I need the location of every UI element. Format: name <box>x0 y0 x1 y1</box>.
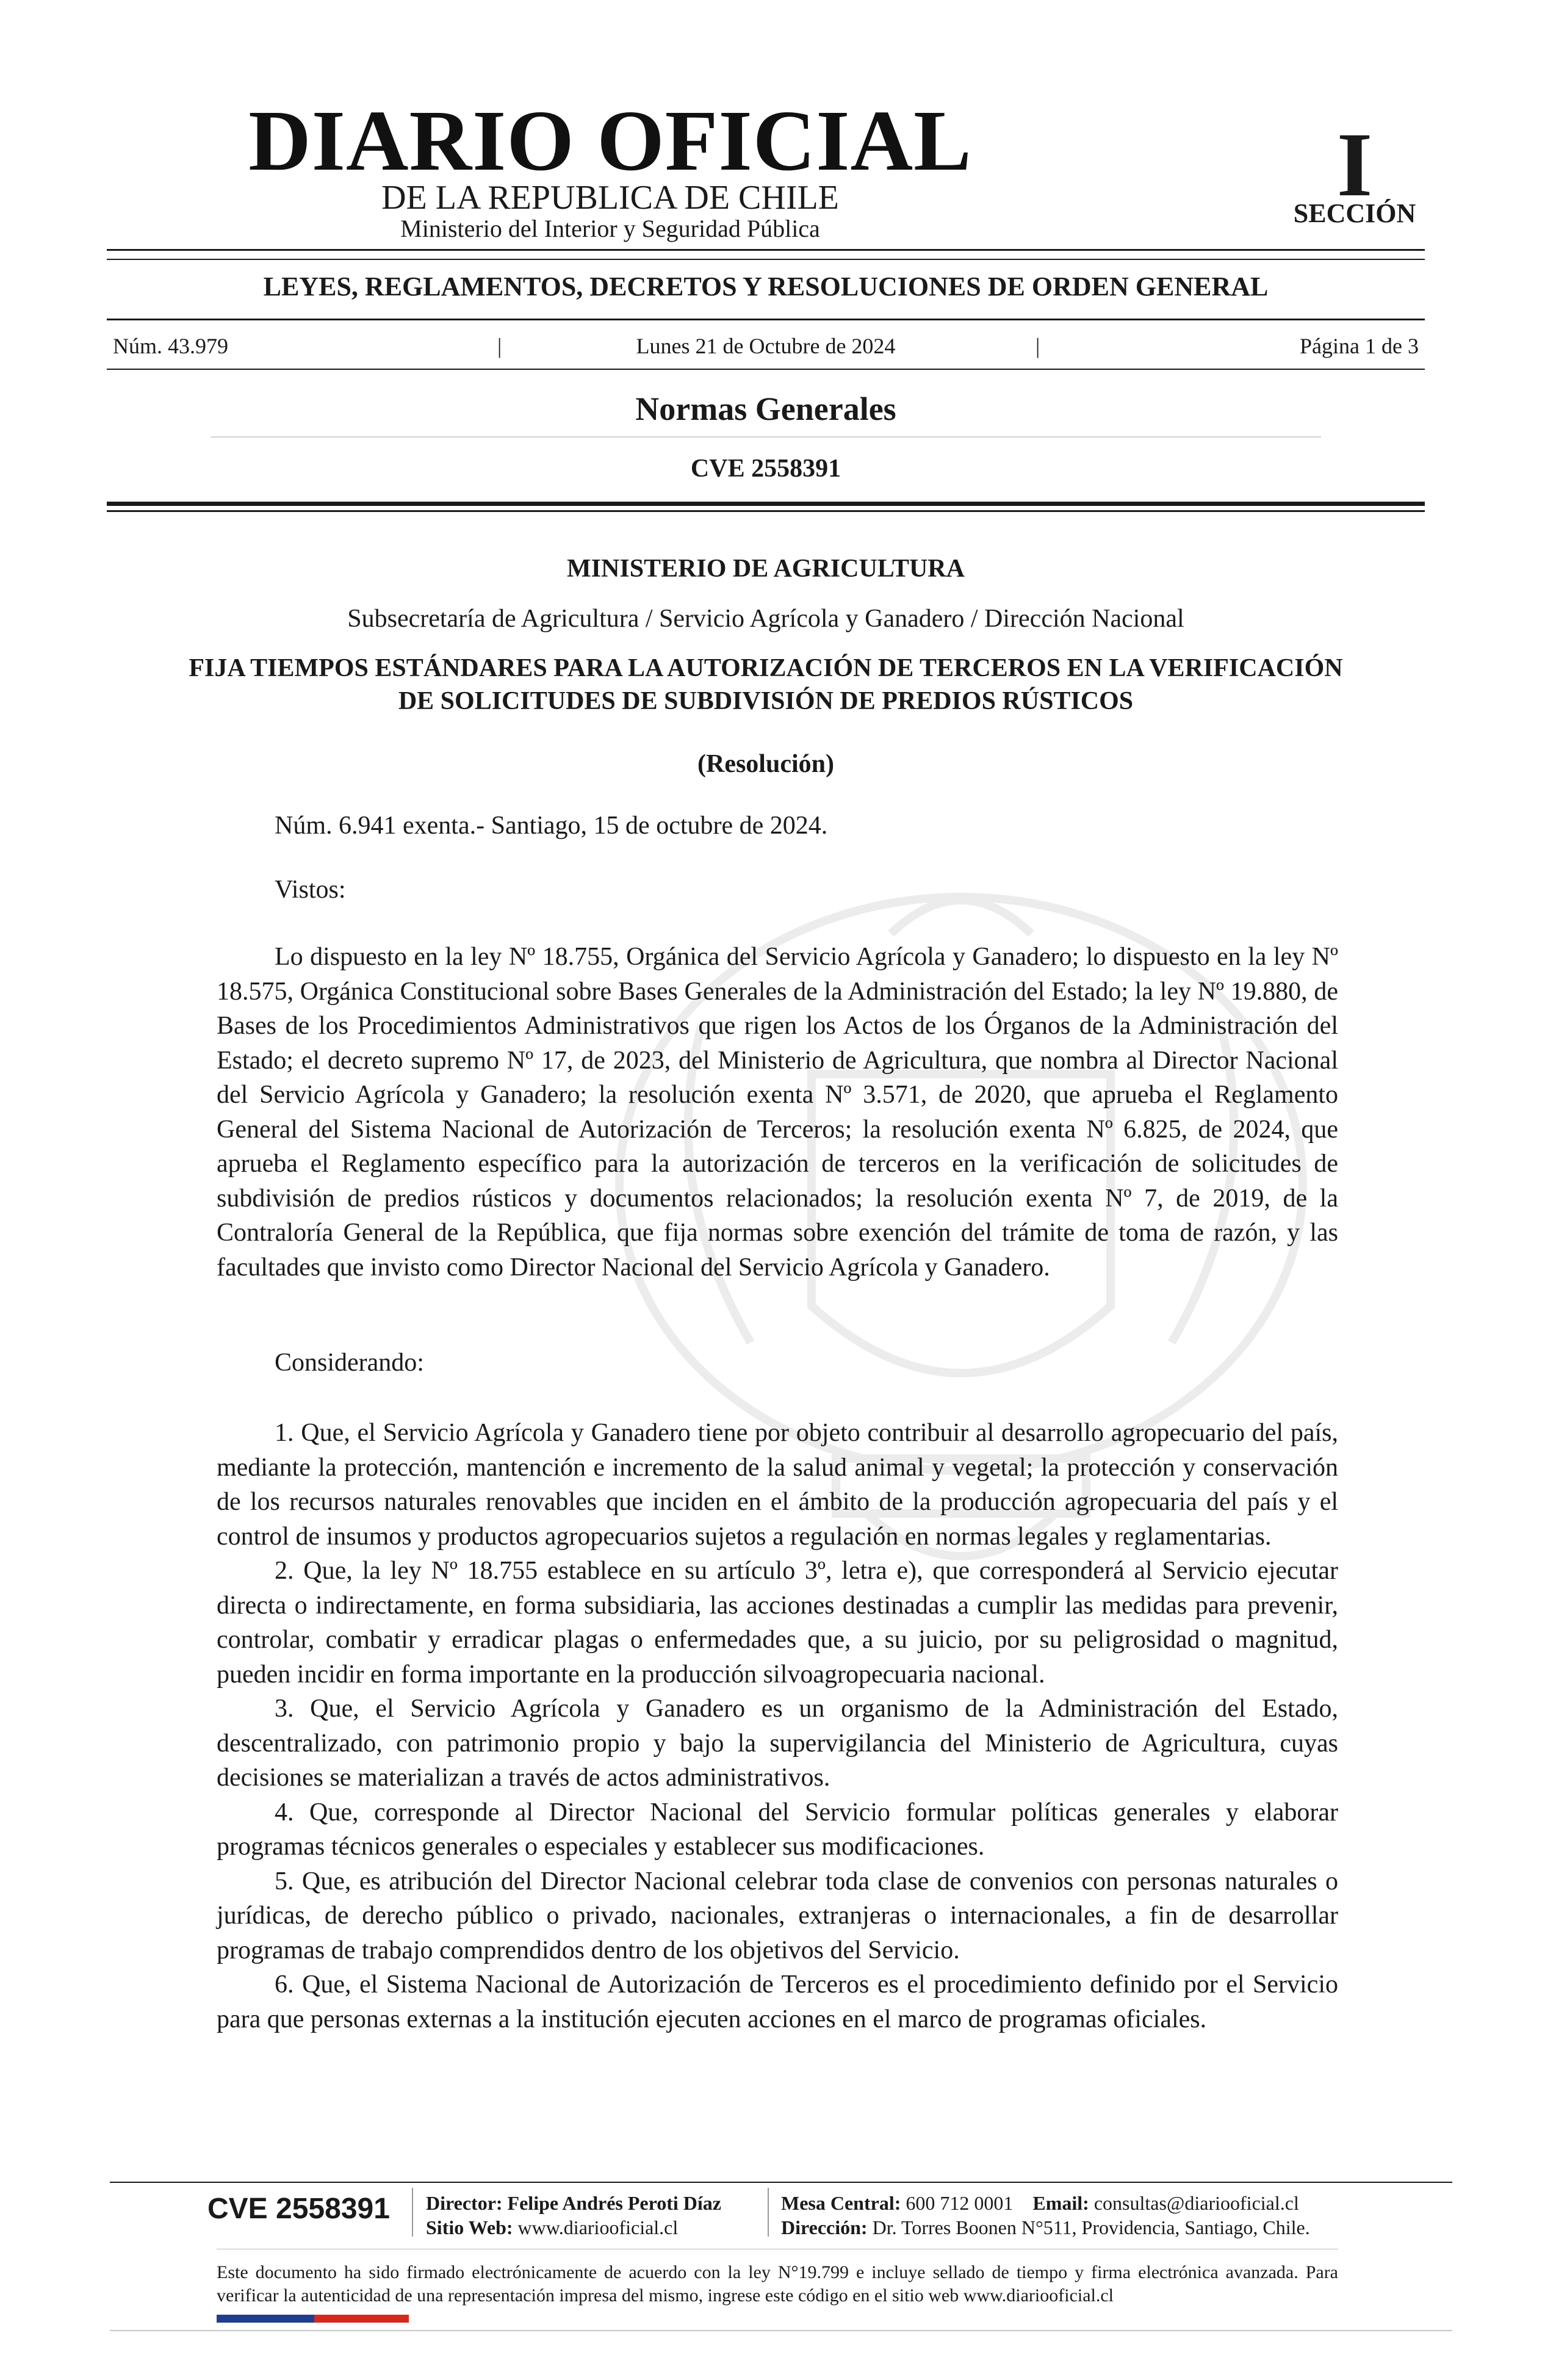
email-label: Email: <box>1032 2192 1089 2214</box>
footer-cve: CVE 2558391 <box>207 2193 390 2225</box>
address-value: Dr. Torres Boonen N°511, Providencia, Santiago, Chile. <box>872 2216 1310 2238</box>
considerandos-list <box>217 1416 1338 2036</box>
director-label: Director: <box>426 2192 503 2214</box>
issue-separator: | <box>1036 334 1040 358</box>
document-subsecretaria: Subsecretaría de Agricultura / Servicio Agrícola y Ganadero / Dirección Nacional <box>347 605 1184 633</box>
cve-code: CVE 2558391 <box>690 455 841 483</box>
issue-date: Lunes 21 de Octubre de 2024 <box>636 334 896 358</box>
resolution-title: FIJA TIEMPOS ESTÁNDARES PARA LA AUTORIZACIÓN DE TERCEROS EN LA VERIFICACIÓN DE SOLICITUDES DE SUBDIVISIÓN DE PREDIOS RÚSTICOS <box>189 654 1343 715</box>
resolution-type: (Resolución) <box>697 750 834 778</box>
footer-notice: Este documento ha sido firmado electrónicamente de acuerdo con la ley N°19.799 e incluye sellado de tiempo y firma electrónica avanzada. Para verificar la autenticidad de una representación impresa del mismo, ingrese este código en el sitio web www.diariooficial.cl <box>217 2262 1338 2306</box>
director-name: Felipe Andrés Peroti Díaz <box>507 2192 721 2214</box>
banner-rule <box>107 319 1425 320</box>
section-label: SECCIÓN <box>1293 198 1416 228</box>
considerando-item: 3. Que, el Servicio Agrícola y Ganadero es un organismo de la Administración del Estado, descentralizado, con patrimonio propio y bajo la supervigilancia del Ministerio de Agricultura, cuyas decisiones se materializan a través de actos administrativos. <box>217 1695 1338 1792</box>
resolution-number-line: Núm. 6.941 exenta.- Santiago, 15 de octubre de 2024. <box>275 812 828 840</box>
issue-separator: | <box>497 334 502 358</box>
considerando-item: 6. Que, el Sistema Nacional de Autorización de Terceros es el procedimiento definido por el Servicio para que personas externas a la institución ejecuten acciones en el marco de programas oficiales. <box>217 1971 1338 2033</box>
issue-page: Página 1 de 3 <box>1300 334 1419 358</box>
phone-value: 600 712 0001 <box>906 2192 1014 2214</box>
footer-address <box>781 2215 1310 2240</box>
footer-rule <box>110 2182 1452 2183</box>
phone-label: Mesa Central: <box>781 2192 901 2214</box>
masthead-title: DIARIO OFICIAL <box>248 92 972 189</box>
cve-rule-thick <box>107 502 1425 506</box>
considerando-item: 1. Que, el Servicio Agrícola y Ganadero tiene por objeto contribuir al desarrollo agropecuario del país, mediante la protección, mantención e incremento de la salud animal y vegetal; la protección y conservación de los recursos naturales renovables que inciden en el ámbito de la producción agropecuaria del país y el control de insumos y productos agropecuarios sujetos a regulación en normas legales y reglamentarias. <box>217 1419 1338 1551</box>
cve-rule-thin <box>107 510 1425 512</box>
site-link[interactable]: www.diariooficial.cl <box>517 2216 679 2238</box>
masthead-subtitle: DE LA REPUBLICA DE CHILE <box>381 179 839 217</box>
email-link[interactable]: consultas@diariooficial.cl <box>1093 2192 1299 2214</box>
issue-rule <box>107 369 1425 370</box>
address-label: Dirección: <box>781 2216 868 2238</box>
section-title: Normas Generales <box>635 391 896 427</box>
considerando-item: 5. Que, es atribución del Director Nacional celebrar toda clase de convenios con personas naturales o jurídicas, de derecho público o privado, nacionales, extranjeras o internacionales, a fin de desarrollar programas de trabajo comprendidos dentro de los objetivos del Servicio. <box>217 1867 1338 1964</box>
footer-divider <box>412 2188 413 2237</box>
banner-heading: LEYES, REGLAMENTOS, DECRETOS Y RESOLUCIONES DE ORDEN GENERAL <box>263 272 1269 301</box>
flag-stripe-red <box>314 2315 409 2323</box>
footer-bottom-rule <box>110 2330 1452 2331</box>
flag-stripe-blue <box>217 2315 314 2323</box>
footer-site <box>426 2215 678 2240</box>
considerando-item: 4. Que, corresponde al Director Nacional del Servicio formular políticas generales y elaborar programas técnicos generales o especiales y establecer sus modificaciones. <box>217 1798 1338 1861</box>
masthead-rule-secondary <box>107 259 1425 260</box>
masthead-rule <box>107 249 1425 251</box>
footer-director <box>426 2191 721 2215</box>
masthead-ministry: Ministerio del Interior y Seguridad Pública <box>400 215 820 242</box>
footer-phone-email <box>781 2191 1299 2215</box>
vistos-paragraph <box>217 940 1338 1285</box>
footer-divider <box>768 2188 769 2237</box>
site-label: Sitio Web: <box>426 2216 513 2238</box>
section-title-rule <box>211 436 1321 438</box>
vistos-label: Vistos: <box>275 876 346 904</box>
document-ministry: MINISTERIO DE AGRICULTURA <box>567 555 965 583</box>
considerando-label: Considerando: <box>275 1349 424 1377</box>
issue-number: Núm. 43.979 <box>113 334 228 358</box>
vistos-text: Lo dispuesto en la ley Nº 18.755, Orgánica del Servicio Agrícola y Ganadero; lo dispuesto en la ley Nº 18.575, Orgánica Constitucional sobre Bases Generales de la Administración del Estado; la ley Nº 19.880, de Bases de los Procedimientos Administrativos que rigen los Actos de los Órganos de la Administración del Estado; el decreto supremo Nº 17, de 2023, del Ministerio de Agricultura, que nombra al Director Nacional del Servicio Agrícola y Ganadero; la resolución exenta Nº 3.571, de 2020, que aprueba el Reglamento General del Sistema Nacional de Autorización de Terceros; la resolución exenta Nº 6.825, de 2024, que aprueba el Reglamento específico para la autorización de terceros en la verificación de solicitudes de subdivisión de predios rústicos y documentos relacionados; la resolución exenta Nº 7, de 2019, de la Contraloría General de la República, que fija normas sobre exención del trámite de toma de razón, y las facultades que invisto como Director Nacional del Servicio Agrícola y Ganadero. <box>217 943 1338 1282</box>
considerando-item: 2. Que, la ley Nº 18.755 establece en su artículo 3º, letra e), que corresponderá al Servicio ejecutar directa o indirectamente, en forma subsidiaria, las acciones destinadas a cumplir las medidas para prevenir, controlar, combatir y erradicar plagas o enfermedades que, a su juicio, por su peligrosidad o magnitud, pueden incidir en forma importante en la producción silvoagropecuaria nacional. <box>217 1557 1338 1689</box>
section-number: I <box>1336 114 1373 215</box>
